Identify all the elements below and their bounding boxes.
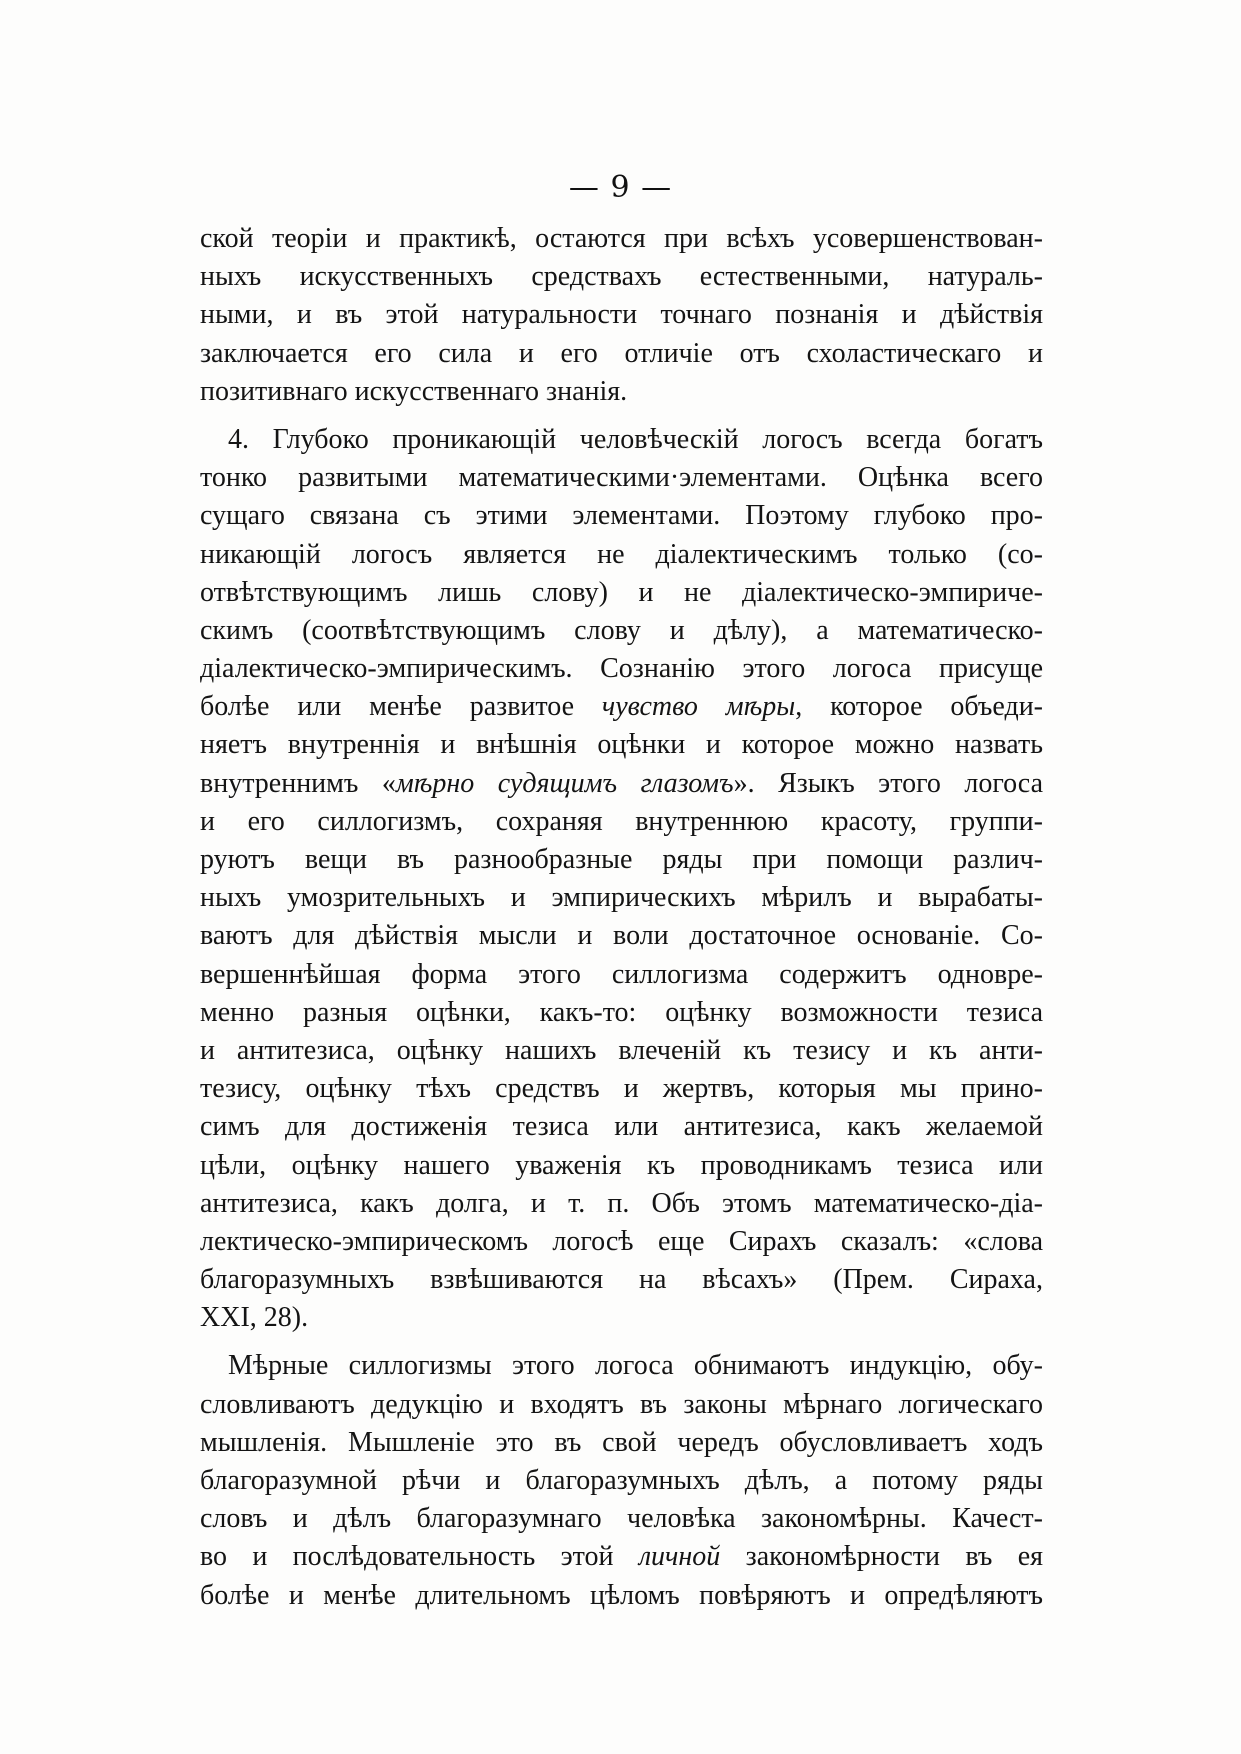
paragraph-line: болѣе и менѣе длительномъ цѣломъ повѣряютъ и опредѣляютъ xyxy=(200,1579,1043,1611)
paragraph-line: во и послѣдовательность этой личной закономѣрности въ ея xyxy=(200,1541,1043,1573)
paragraph-line: благоразумныхъ взвѣшиваются на вѣсахъ» (Прем. Сираха, xyxy=(200,1264,1043,1296)
text-line: ныхъ искусственныхъ средствахъ естественными, натураль- xyxy=(200,261,1043,293)
paragraph-line: отвѣтствующимъ лишь слову) и не діалектическо-эмпириче- xyxy=(200,576,1043,608)
paragraph-line: и его силлогизмъ, сохраняя внутреннюю красоту, группи- xyxy=(200,805,1043,837)
page-number: — 9 — xyxy=(568,170,673,205)
paragraph-line: сущаго связана съ этими элементами. Поэтому глубоко про- xyxy=(200,500,1043,532)
paragraph-line: діалектическо-эмпирическимъ. Сознанію этого логоса присуще xyxy=(200,653,1043,685)
paragraph-line: болѣе или менѣе развитое чувство мѣры, которое объеди- xyxy=(200,691,1044,723)
text-line: ными, и въ этой натуральности точнаго познанія и дѣйствія xyxy=(200,299,1043,331)
text-line: ской теоріи и практикѣ, остаются при всѣхъ усовершенствован- xyxy=(200,223,1043,254)
paragraph-line: скимъ (соотвѣтствующимъ слову и дѣлу), а математическо- xyxy=(200,614,1043,646)
paragraph-line: няетъ внутреннія и внѣшнія оцѣнки и которое можно назвать xyxy=(200,729,1043,761)
paragraph-line: и антитезиса, оцѣнку нашихъ влеченій къ тезису и къ анти- xyxy=(200,1034,1043,1066)
italic-emphasis: чувство мѣры xyxy=(601,691,796,723)
paragraph-line: вершеннѣйшая форма этого силлогизма содержитъ одновре- xyxy=(200,958,1043,990)
paragraph-line: благоразумной рѣчи и благоразумныхъ дѣлъ, а потому ряды xyxy=(200,1465,1043,1496)
paragraph-line: менно разныя оцѣнки, какъ-то: оцѣнку возможности тезиса xyxy=(200,996,1043,1028)
paragraph-line: никающій логосъ является не діалектическимъ только (со- xyxy=(200,538,1043,570)
text-line: позитивнаго искусственнаго знанія. xyxy=(200,375,628,407)
paragraph-line: тонко развитыми математическими·элементами. Оцѣнка всего xyxy=(200,462,1043,494)
paragraph-line: тезису, оцѣнку тѣхъ средствъ и жертвъ, которыя мы прино- xyxy=(200,1073,1043,1105)
paragraph-line: антитезиса, какъ долга, и т. п. Объ этомъ математическо-діа- xyxy=(200,1187,1043,1219)
paragraph-line: симъ для достиженія тезиса или антитезиса, какъ желаемой xyxy=(200,1111,1043,1143)
paragraph-line: 4. Глубоко проникающій человѣческій логосъ всегда богатъ xyxy=(228,423,1043,455)
paragraph-line: лектическо-эмпирическомъ логосѣ еще Сирахъ сказалъ: «слова xyxy=(200,1225,1043,1257)
paragraph-line: XXI, 28). xyxy=(200,1302,309,1334)
paragraph-line: ныхъ умозрительныхъ и эмпирическихъ мѣрилъ и вырабаты- xyxy=(200,882,1043,914)
paragraph-line: руютъ вещи въ разнообразные ряды при помощи различ- xyxy=(200,844,1043,875)
italic-emphasis: личной xyxy=(638,1541,721,1573)
paragraph-line: словъ и дѣлъ благоразумнаго человѣка закономѣрны. Качест- xyxy=(200,1503,1043,1535)
paragraph-line: мышленія. Мышленіе это въ свой чередъ обусловливаетъ ходъ xyxy=(200,1426,1043,1458)
paragraph-line: Мѣрные силлогизмы этого логоса обнимаютъ индукцію, обу- xyxy=(228,1350,1043,1382)
italic-emphasis: мѣрно судящимъ глазомъ xyxy=(395,767,734,799)
paragraph-line: цѣли, оцѣнку нашего уваженія къ проводникамъ тезиса или xyxy=(200,1149,1043,1181)
text-line: заключается его сила и его отличіе отъ схоластическаго и xyxy=(200,337,1043,369)
paragraph-line: внутреннимъ «мѣрно судящимъ глазомъ». Языкъ этого логоса xyxy=(200,767,1043,799)
body-text xyxy=(200,220,1043,1615)
paragraph-line: ваютъ для дѣйствія мысли и воли достаточное основаніе. Со- xyxy=(200,920,1043,952)
paragraph-line: словливаютъ дедукцію и входятъ въ законы мѣрнаго логическаго xyxy=(200,1388,1043,1420)
